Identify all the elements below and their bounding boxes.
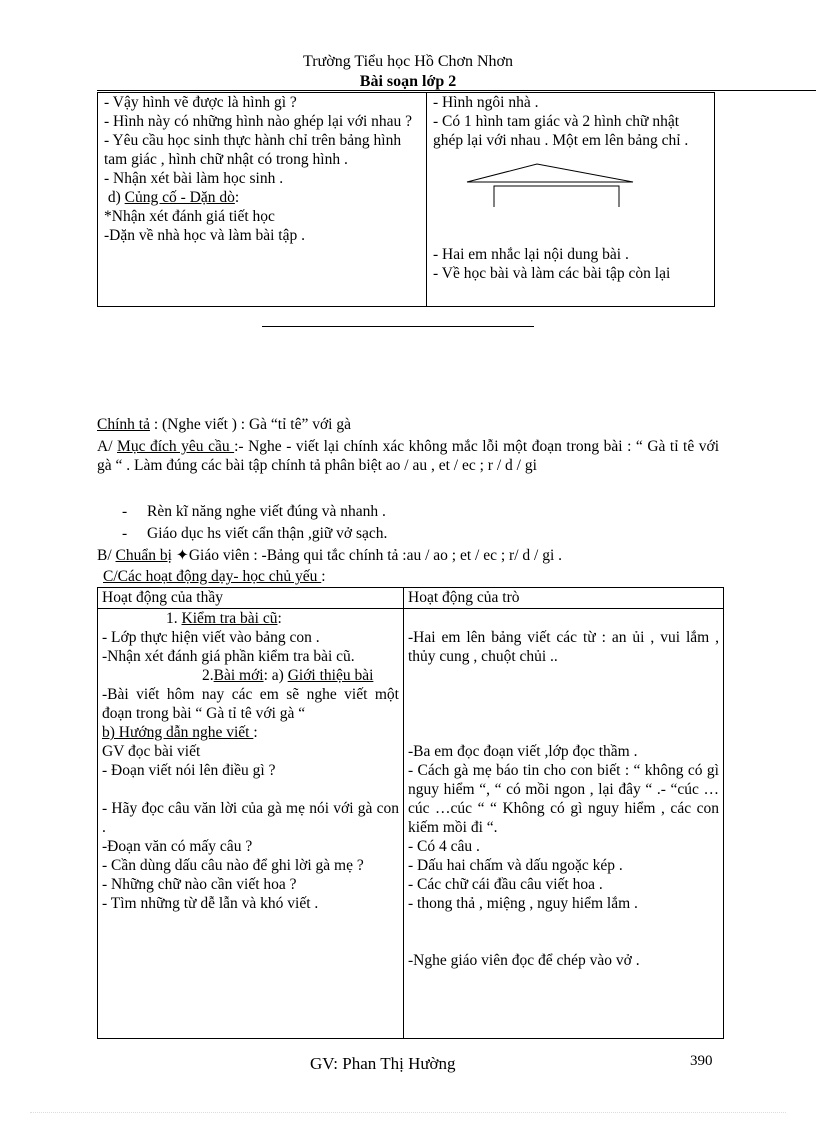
activities-colon: : xyxy=(321,568,326,585)
guide-heading: b) Hướng dẫn nghe viết : xyxy=(102,724,258,741)
student-line: - Các chữ cái đầu câu viết hoa . xyxy=(408,876,603,893)
subject-label: Chính tả xyxy=(97,416,150,433)
preparation-heading: Chuẩn bị xyxy=(115,547,172,564)
teacher-line: - Lớp thực hiện viết vào bảng con . xyxy=(102,629,320,646)
house-drawing xyxy=(433,112,708,207)
teacher-line: - Hãy đọc câu văn lời của gà mẹ nói với gà con . xyxy=(102,800,399,836)
table1-left-line: - Vậy hình vẽ được là hình gì ? xyxy=(104,94,297,111)
preparation-text: Giáo viên : -Bảng qui tắc chính tả :au / ao ; et / ec ; r/ d / gi . xyxy=(188,547,563,564)
teacher-line: - Cần dùng dấu câu nào để ghi lời gà mẹ ? xyxy=(102,857,364,874)
teacher-line: - Những chữ nào cần viết hoa ? xyxy=(102,876,297,893)
table1-left-line: - Hình này có những hình nào ghép lại với nhau ? xyxy=(104,113,413,130)
teacher-activity-cell xyxy=(98,93,427,307)
lesson-table-continued xyxy=(97,92,715,307)
teacher-line: - Đoạn viết nói lên điều gì ? xyxy=(102,762,276,779)
activities-table xyxy=(97,587,724,1039)
table1-left-line: - Yêu cầu học sinh thực hành chỉ trên bảng hình tam giác , hình chữ nhật có trong hình . xyxy=(104,132,402,168)
page-number: 390 xyxy=(690,1053,713,1069)
student-line: - Có 4 câu . xyxy=(408,838,480,855)
bullet-item: - Rèn kĩ năng nghe viết đúng và nhanh . xyxy=(122,503,386,520)
preparation-prefix: B/ xyxy=(97,547,116,564)
teacher-line: -Nhận xét đánh giá phần kiểm tra bài cũ. xyxy=(102,648,355,665)
student-activities xyxy=(404,609,724,1039)
objectives-text: :- Nghe - viết lại chính xác không mắc lỗi một đoạn trong bài : “ Gà tỉ tê với gà “ . Làm đúng các bài tập chính tả phân biệt ao / au , et / ec ; r / d / gi xyxy=(97,438,719,474)
consolidation-heading: Củng cố - Dặn dò xyxy=(124,189,235,206)
teacher-line: GV đọc bài viết xyxy=(102,743,201,760)
teacher-name: GV: Phan Thị Hường xyxy=(310,1054,456,1073)
teacher-line: -Bài viết hôm nay các em sẽ nghe viết một đoạn trong bài “ Gà tỉ tê với gà “ xyxy=(102,686,399,722)
table1-left-line: - Nhận xét bài làm học sinh . xyxy=(104,170,284,187)
objectives-heading: Mục đích yêu cầu xyxy=(117,438,235,455)
rectangle-body xyxy=(494,186,619,207)
document-title: Bài soạn lớp 2 xyxy=(359,73,457,90)
objectives-prefix: A/ xyxy=(97,438,118,455)
table1-right-line: - Về học bài và làm các bài tập còn lại xyxy=(433,265,671,282)
new-lesson-heading: 2.Bài mới: a) Giới thiệu bài xyxy=(202,667,374,684)
student-line: - Cách gà mẹ báo tin cho con biết : “ không có gì nguy hiểm “, “ có mồi ngon , lại đây “ .- “cúc …cúc …cúc “ “ Không có gì nguy hiểm , các con kiếm mồi đi “. xyxy=(408,762,719,836)
section-title xyxy=(97,415,727,434)
activities-heading xyxy=(103,567,733,586)
table1-right-line: - Hai em nhắc lại nội dung bài . xyxy=(433,246,629,263)
school-name: Trường Tiểu học Hồ Chơn Nhơn xyxy=(303,53,513,70)
teacher-line: - Tìm những từ dễ lẫn và khó viết . xyxy=(102,895,319,912)
column-header-student: Hoạt động của trò xyxy=(404,588,724,609)
student-activity-cell xyxy=(427,93,715,307)
student-line: -Nghe giáo viên đọc để chép vào vở . xyxy=(408,952,640,969)
student-line: -Hai em lên bảng viết các từ : an ủi , vui lắm , thủy cung , chuột chủi .. xyxy=(408,629,719,665)
table1-right-line: - Hình ngôi nhà . xyxy=(433,94,539,111)
preparation-line xyxy=(97,546,727,565)
activities-label: C/Các hoạt động dạy- học chủ yếu xyxy=(103,568,322,585)
section-divider xyxy=(262,326,534,327)
star-icon: ✦ xyxy=(171,547,189,564)
table1-left-line: -Dặn về nhà học và làm bài tập . xyxy=(104,227,305,244)
triangle-roof xyxy=(467,164,633,182)
column-header-teacher: Hoạt động của thầy xyxy=(98,588,404,609)
header-rule xyxy=(97,90,816,91)
page-bottom-edge xyxy=(30,1112,786,1113)
consolidation-prefix: d) xyxy=(104,189,125,206)
table1-left-line: *Nhận xét đánh giá tiết học xyxy=(104,208,275,225)
student-line: - thong thả , miệng , nguy hiểm lắm . xyxy=(408,895,638,912)
teacher-activities xyxy=(98,609,404,1039)
check-old-lesson-heading: 1. Kiểm tra bài cũ: xyxy=(166,610,282,627)
student-line: -Ba em đọc đoạn viết ,lớp đọc thầm . xyxy=(408,743,638,760)
student-line: - Dấu hai chấm và dấu ngoặc kép . xyxy=(408,857,623,874)
subject-title: : (Nghe viết ) : Gà “tỉ tê” với gà xyxy=(149,416,351,433)
objectives-paragraph xyxy=(97,437,719,475)
teacher-line: -Đoạn văn có mấy câu ? xyxy=(102,838,253,855)
bullet-item: - Giáo dục hs viết cẩn thận ,giữ vở sạch. xyxy=(122,525,388,542)
consolidation-colon: : xyxy=(234,189,240,206)
table1-left-line xyxy=(104,188,420,207)
table1-right-line: - Có 1 hình tam giác và 2 hình chữ nhật ghép lại với nhau . Một em lên bảng chỉ . xyxy=(433,113,689,149)
